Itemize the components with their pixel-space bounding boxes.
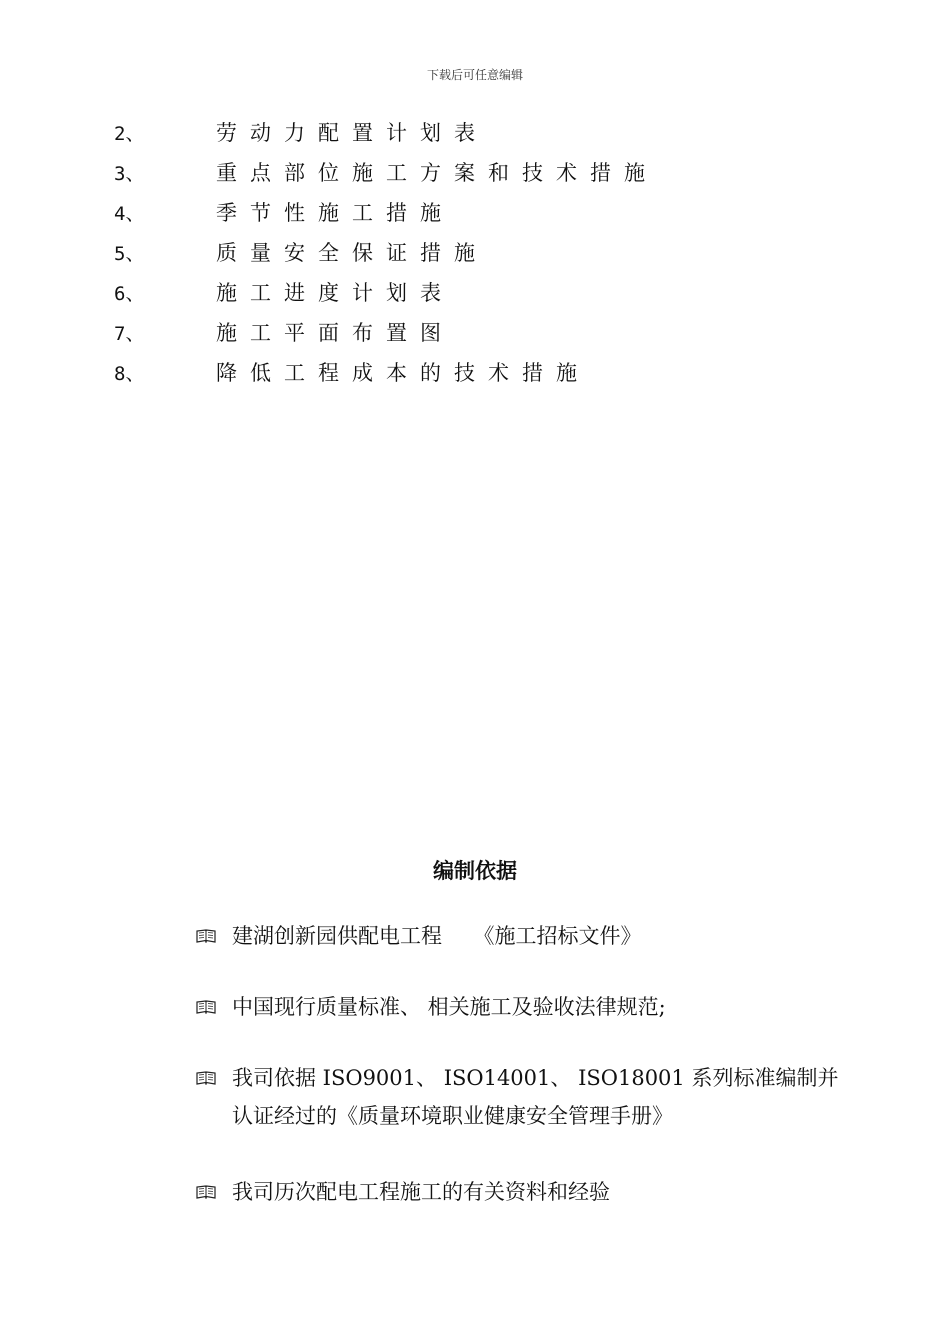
toc-item xyxy=(114,158,658,188)
list-item xyxy=(196,917,846,955)
toc-item-text: 施工进度计划表 xyxy=(216,281,454,305)
section-title: 编制依据 xyxy=(433,859,517,883)
basis-item-text: 中国现行质量标准、 相关施工及验收法律规范; xyxy=(232,995,666,1019)
basis-item-text: 我司历次配电工程施工的有关资料和经验 xyxy=(232,1180,610,1204)
list-item xyxy=(196,1173,846,1211)
page-header-note: 下载后可任意编辑 xyxy=(426,68,523,82)
toc-item xyxy=(114,118,488,148)
book-icon xyxy=(196,1185,216,1199)
toc-item-text: 降低工程成本的技术措施 xyxy=(216,361,590,385)
book-icon xyxy=(196,1071,216,1085)
toc-item-text: 季节性施工措施 xyxy=(216,201,454,225)
toc-item xyxy=(114,318,454,348)
book-icon xyxy=(196,1000,216,1014)
toc-item-number: 6、 xyxy=(114,283,145,305)
toc-item-text: 施工平面布置图 xyxy=(216,321,454,345)
toc-item xyxy=(114,358,590,388)
book-icon xyxy=(196,929,216,943)
toc-item-number: 2、 xyxy=(114,123,145,145)
toc-item-text: 重点部位施工方案和技术措施 xyxy=(216,161,658,185)
list-item xyxy=(196,988,846,1026)
toc-item-text: 劳动力配置计划表 xyxy=(216,121,488,145)
toc-item xyxy=(114,278,454,308)
basis-item-text: 我司依据 ISO9001、 ISO14001、 ISO18001 系列标准编制并认证经过的《质量环境职业健康安全管理手册》 xyxy=(232,1066,839,1128)
toc-item-number: 5、 xyxy=(114,243,145,265)
toc-item-number: 7、 xyxy=(114,323,145,345)
toc-item xyxy=(114,238,488,268)
basis-item-text: 建湖创新园供配电工程 《施工招标文件》 xyxy=(232,924,642,948)
toc-item-number: 4、 xyxy=(114,203,145,225)
toc-item-text: 质量安全保证措施 xyxy=(216,241,488,265)
toc-item-number: 3、 xyxy=(114,163,145,185)
toc-item-number: 8、 xyxy=(114,363,145,385)
list-item xyxy=(196,1059,846,1135)
toc-item xyxy=(114,198,454,228)
